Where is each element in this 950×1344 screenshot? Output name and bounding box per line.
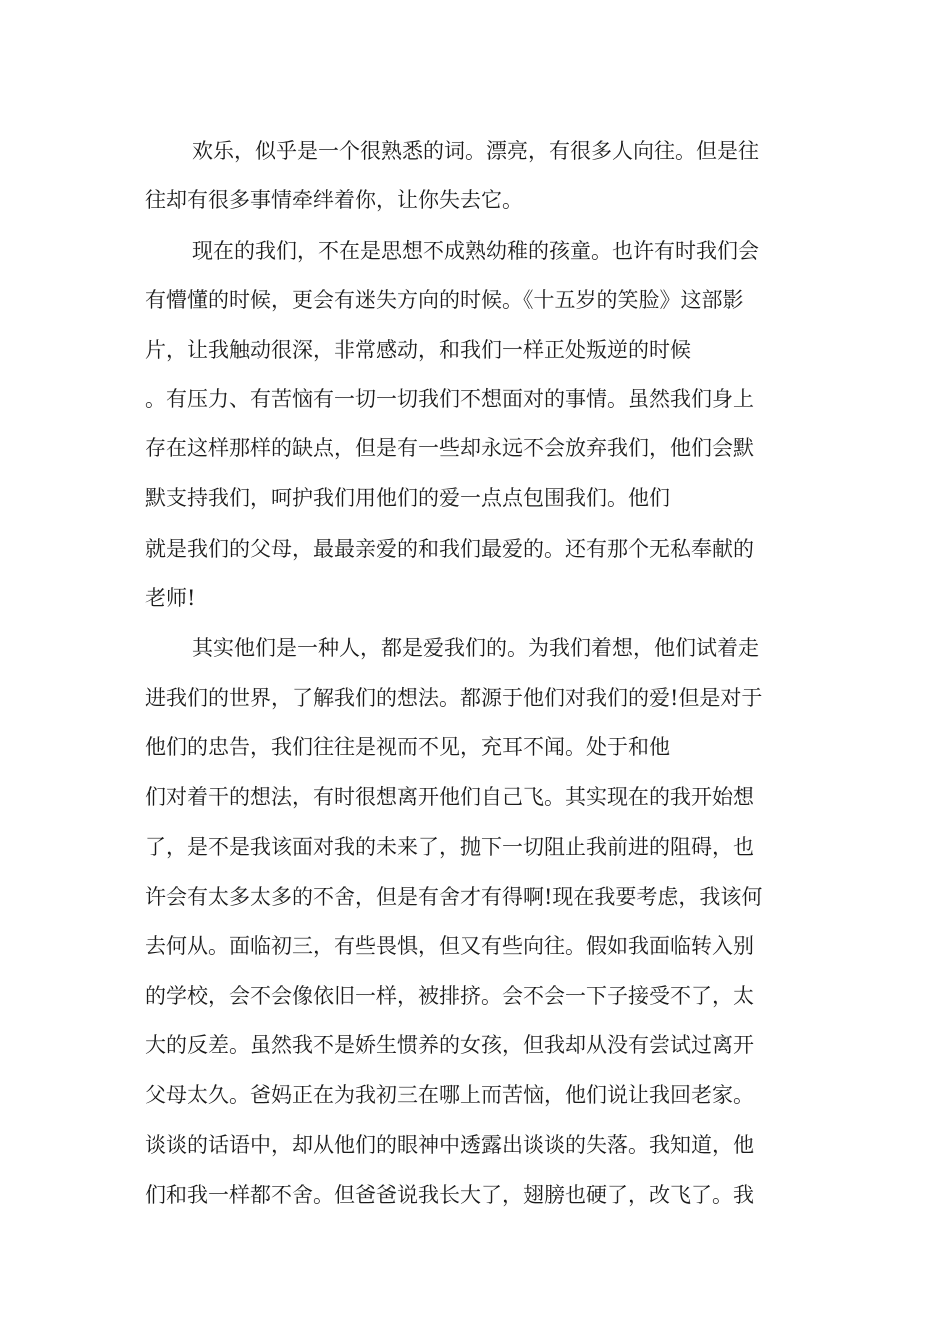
- text-line: 往却有很多事情牵绊着你，让你失去它。: [145, 188, 523, 212]
- text-line: 现在的我们，不在是思想不成熟幼稚的孩童。也许有时我们会: [192, 239, 759, 263]
- text-line: 他们的忠告，我们往往是视而不见，充耳不闻。处于和他: [145, 735, 670, 759]
- text-line: 的学校，会不会像依旧一样，被排挤。会不会一下子接受不了，太: [145, 984, 754, 1008]
- text-line: 老师!: [145, 586, 196, 610]
- text-line: 片，让我触动很深，非常感动，和我们一样正处叛逆的时候: [145, 338, 691, 362]
- text-line: 去何从。面临初三，有些畏惧，但又有些向往。假如我面临转入别: [145, 934, 754, 958]
- text-line: 有懵懂的时候，更会有迷失方向的时候。《十五岁的笑脸》这部影: [145, 288, 744, 312]
- text-line: 进我们的世界，了解我们的想法。都源于他们对我们的爱!但是对于: [145, 686, 763, 710]
- text-line: 父母太久。爸妈正在为我初三在哪上而苦恼，他们说让我回老家。: [145, 1083, 754, 1107]
- text-line: 大的反差。虽然我不是娇生惯养的女孩，但我却从没有尝试过离开: [145, 1033, 754, 1057]
- text-line: 就是我们的父母，最最亲爱的和我们最爱的。还有那个无私奉献的: [145, 537, 754, 561]
- text-line: 默支持我们，呵护我们用他们的爱一点点包围我们。他们: [145, 486, 670, 510]
- text-line: 谈谈的话语中，却从他们的眼神中透露出谈谈的失落。我知道，他: [145, 1133, 754, 1157]
- text-line: 们对着干的想法，有时很想离开他们自己飞。其实现在的我开始想: [145, 785, 754, 809]
- text-line: 许会有太多太多的不舍，但是有舍才有得啊!现在我要考虑，我该何: [145, 885, 763, 909]
- text-line: 们和我一样都不舍。但爸爸说我长大了，翅膀也硬了，改飞了。我: [145, 1183, 754, 1207]
- text-line: 存在这样那样的缺点，但是有一些却永远不会放弃我们，他们会默: [145, 436, 754, 460]
- text-line: 。有压力、有苦恼有一切一切我们不想面对的事情。虽然我们身上: [145, 387, 754, 411]
- text-line: 了，是不是我该面对我的未来了，抛下一切阻止我前进的阻碍，也: [145, 835, 754, 859]
- text-line: 其实他们是一种人，都是爱我们的。为我们着想，他们试着走: [192, 636, 759, 660]
- text-line: 欢乐，似乎是一个很熟悉的词。漂亮，有很多人向往。但是往: [192, 139, 759, 163]
